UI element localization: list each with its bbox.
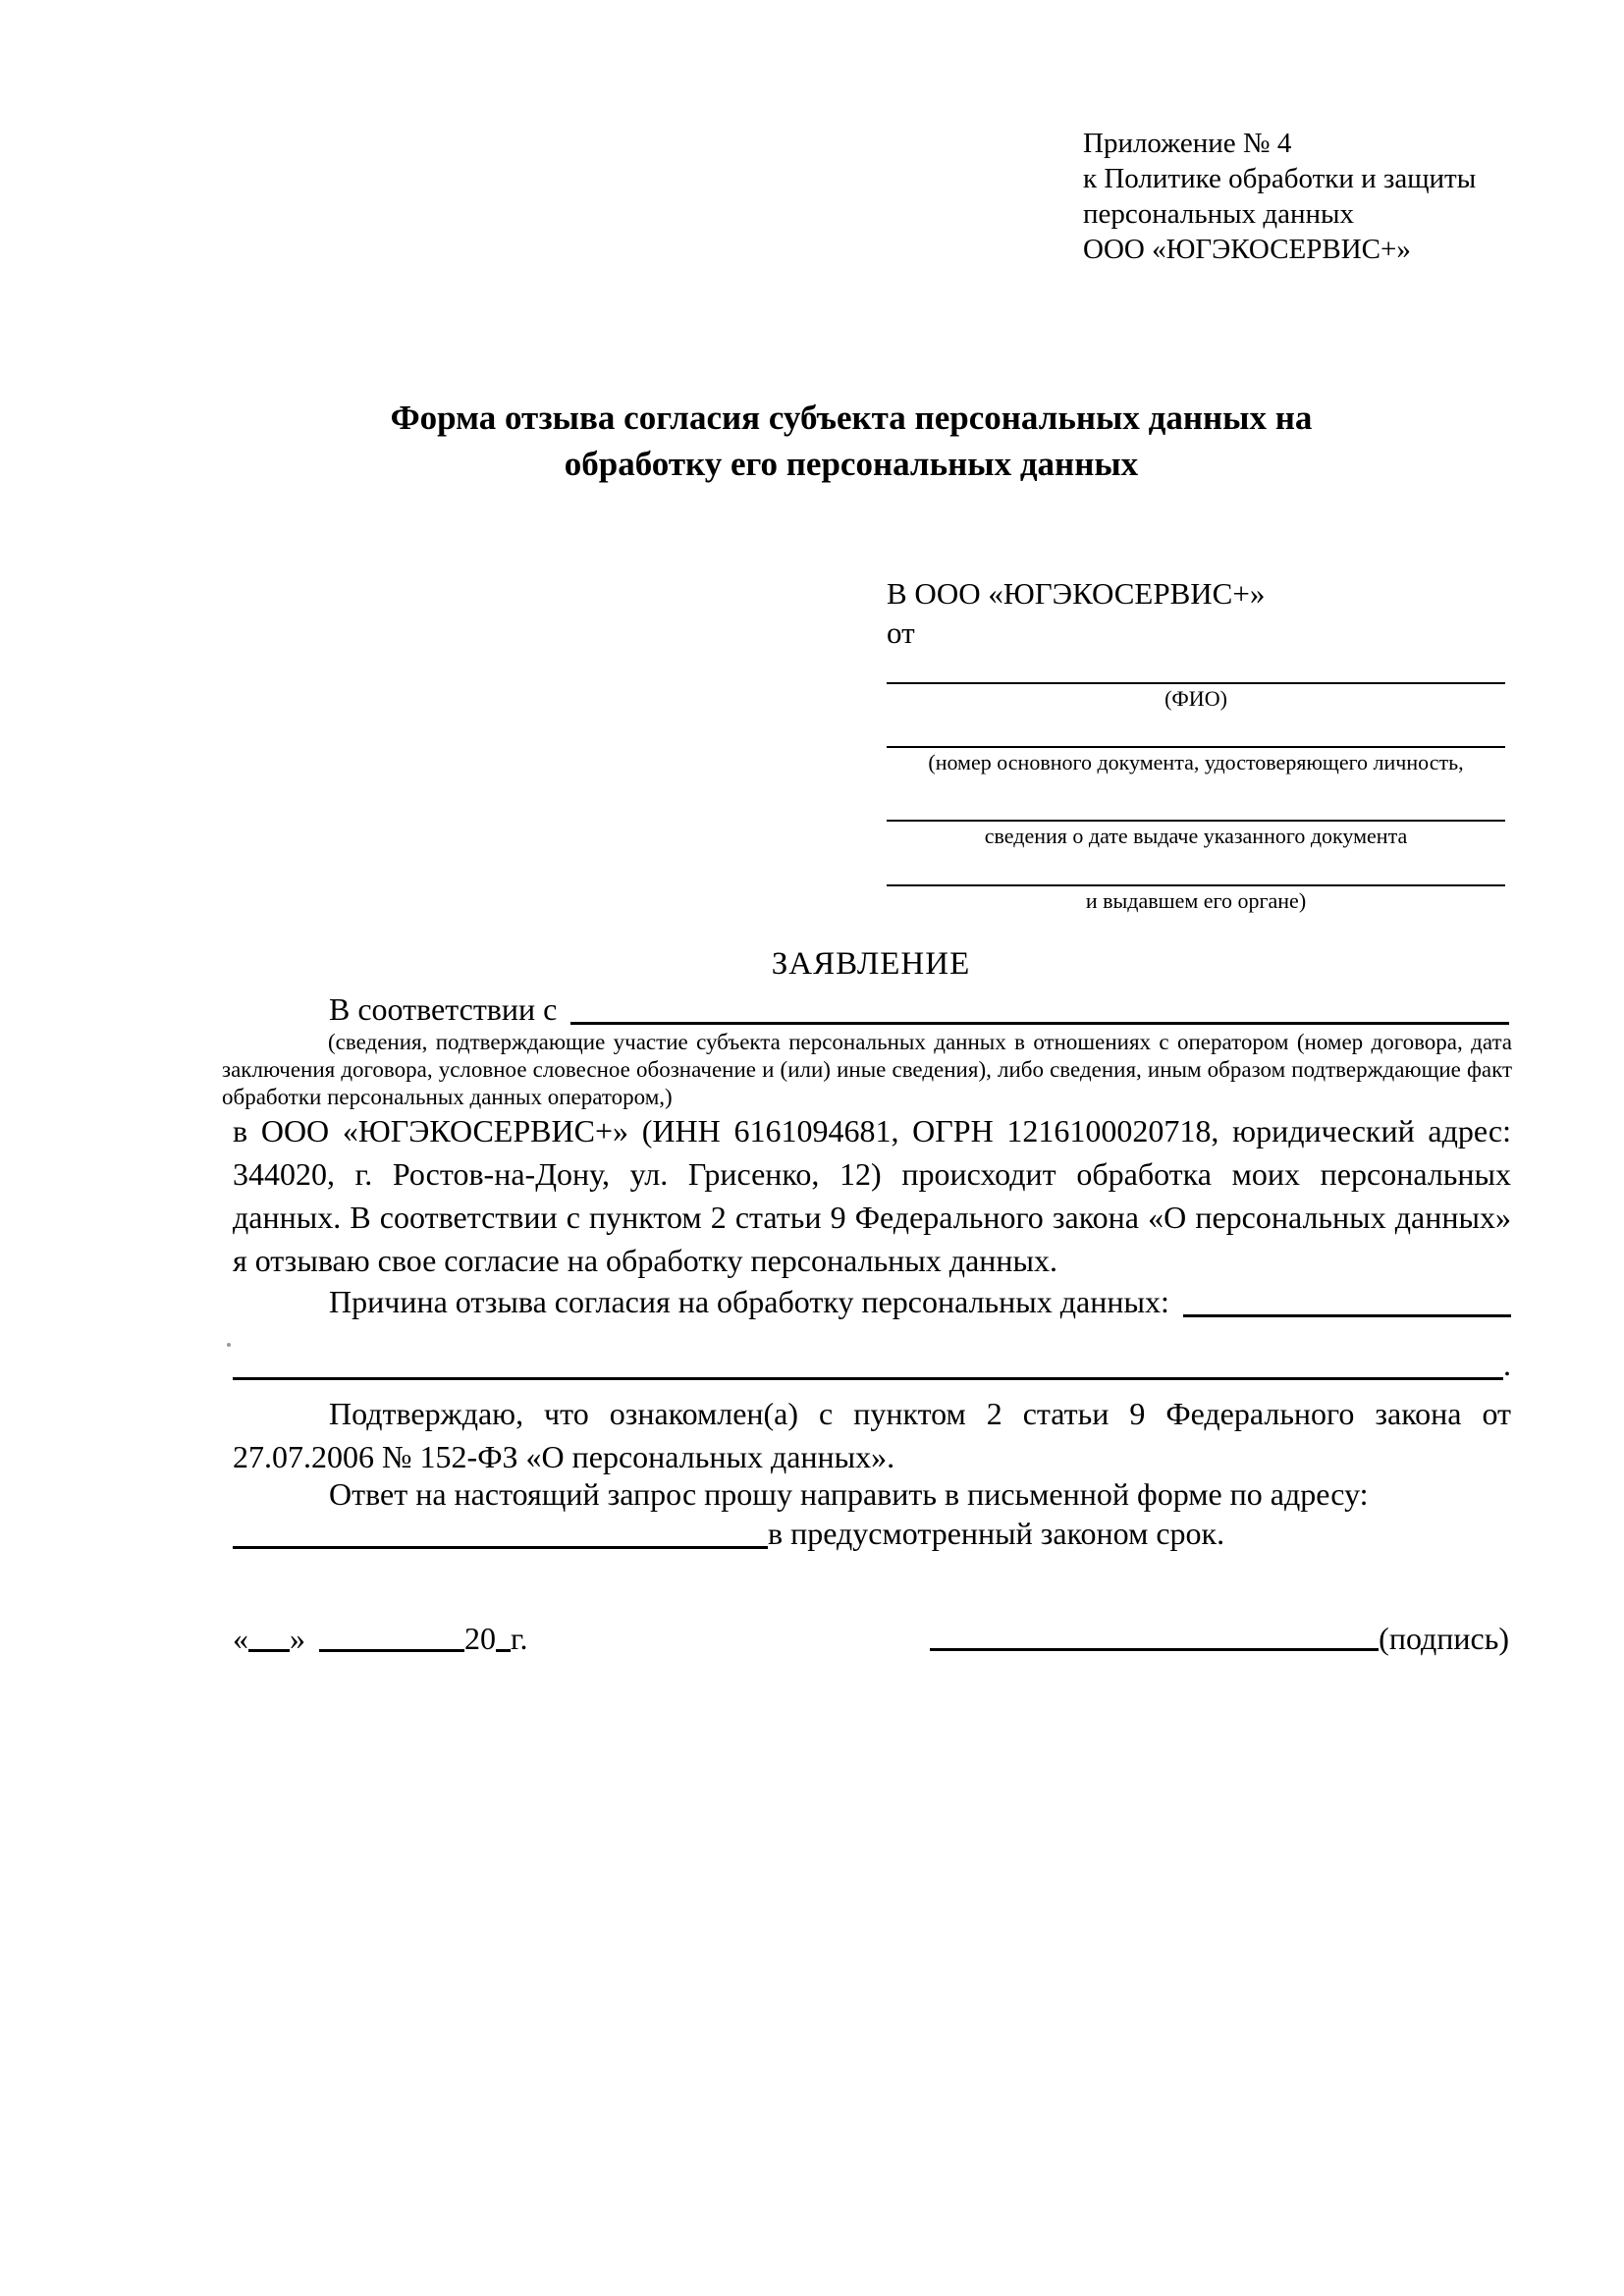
- body-paragraph: в ООО «ЮГЭКОСЕРВИС+» (ИНН 6161094681, ОГРН 1216100020718, юридический адрес: 344020, г. Ростов-на-Дону, ул. Грисенко, 12) происходит обработка моих персональных данных. В соответствии с пунктом 2 статьи 9 Федерального закона «О персональных данных» я отзываю свое согласие на обработку персональных данных.: [233, 1113, 1511, 1278]
- appendix-number-line: Приложение № 4: [1083, 128, 1292, 159]
- issue-date-caption: сведения о дате выдаче указанного документа: [984, 824, 1408, 848]
- issue-date-blank-field: [887, 777, 1505, 822]
- from-label: от: [887, 615, 915, 650]
- reason-label: Причина отзыва согласия на обработку персональных данных:: [329, 1284, 1169, 1319]
- intro-blank-field: [570, 1022, 1509, 1025]
- addressee-block: [887, 574, 1505, 916]
- policy-reference-line: к Политике обработки и защиты: [1083, 163, 1477, 194]
- recipient-line: В ООО «ЮГЭКОСЕРВИС+»: [887, 576, 1266, 611]
- stray-dot: [227, 1343, 231, 1347]
- line-end-period: .: [1503, 1347, 1511, 1382]
- document-number-caption: (номер основного документа, удостоверяющего личность,: [928, 750, 1464, 774]
- reason-line: [233, 1280, 1511, 1323]
- organization-name-line: ООО «ЮГЭКОСЕРВИС+»: [1083, 234, 1411, 265]
- issuing-authority-blank-field: [887, 851, 1505, 886]
- reason-blank-field: [1183, 1314, 1511, 1317]
- intro-line: [233, 988, 1509, 1031]
- statement-heading: ЗАЯВЛЕНИЕ: [771, 946, 971, 982]
- issuing-authority-caption: и выдавшем его органе): [1085, 888, 1307, 913]
- document-title: Форма отзыва согласия субъекта персональных данных на обработку его персональных данных: [390, 399, 1313, 483]
- confirmation-paragraph: Подтверждаю, что ознакомлен(а) с пунктом 2 статьи 9 Федерального закона от 27.07.2006 № 152-ФЗ «О персональных данных».: [233, 1396, 1511, 1474]
- policy-reference-line2: персональных данных: [1083, 198, 1355, 230]
- year-era: г.: [511, 1621, 528, 1656]
- signature-blank-field: [930, 1648, 1379, 1651]
- response-address-line: [233, 1512, 1511, 1555]
- document-number-blank-field: [887, 714, 1505, 748]
- intro-caption: (сведения, подтверждающие участие субъекта персональных данных в отношениях с оператором (номер договора, дата заключения договора, условное словесное обозначение и (или) иные сведения), либо сведения, иным образом подтверждающие факт обработки персональных данных оператором,): [222, 1030, 1512, 1109]
- address-blank-field: [233, 1546, 768, 1549]
- reason-continuation-line: [233, 1345, 1511, 1386]
- fio-caption: (ФИО): [1164, 686, 1227, 711]
- day-blank-field: [248, 1649, 290, 1652]
- response-request-line: Ответ на настоящий запрос прошу направить в письменной форме по адресу:: [329, 1476, 1369, 1512]
- intro-text: В соответствии с: [329, 991, 558, 1027]
- quote-close: »: [290, 1621, 305, 1656]
- signature-line: [930, 1612, 1509, 1657]
- year-prefix: 20: [464, 1621, 496, 1656]
- year-blank-field: [496, 1649, 511, 1652]
- header-reference-block: [1083, 126, 1476, 267]
- quote-open: «: [233, 1621, 248, 1656]
- date-line: [233, 1612, 528, 1657]
- signature-caption: (подпись): [1379, 1621, 1509, 1656]
- response-suffix: в предусмотренный законом срок.: [768, 1516, 1225, 1551]
- month-blank-field: [319, 1649, 464, 1652]
- fio-blank-field: [887, 653, 1505, 684]
- reason-continuation-blank-field: [233, 1377, 1503, 1380]
